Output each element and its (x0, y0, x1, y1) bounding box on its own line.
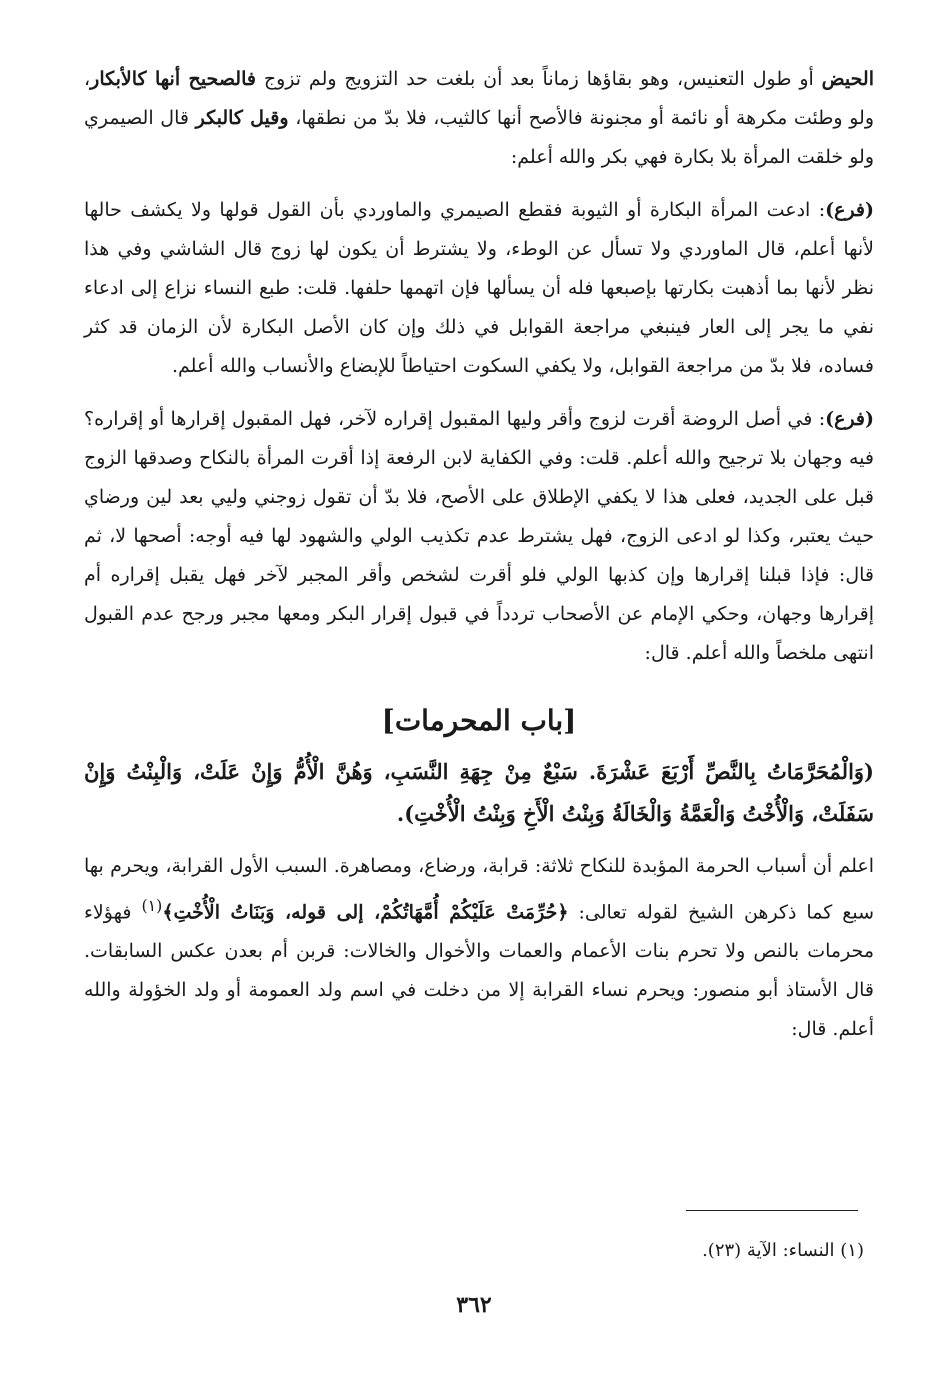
bold-term: وقيل كالبكر (195, 107, 289, 129)
page-body (84, 60, 874, 1049)
paragraph-far-2 (84, 400, 874, 673)
text-run: : في أصل الروضة أقرت لزوج وأقر وليها المقبول إقراره لآخر، فهل المقبول إقرارها أو إقراره؟ فيه وجهان بلا ترجيح والله أعلم. قلت: وفي الكفاية لابن الرفعة إذا أقرت المرأة بالنكاح وصدقها الزوج قبل على الجديد، فعلى هذا لا يكفي الإطلاق على الأصح، فلا بدّ أن تقول زوجني وليي بعد لين ورضاي حيث يعتبر، وكذا لو ادعى الزوج، فهل يشترط عدم تكذيب الولي والشهود لها فيه أوجه: أصحها لا، ثم قال: فإذا قبلنا إقرارها وإن كذبها الولي فلو أقرت لشخص وأقر المجبر لآخر فهل يقبل إقراره أم إقرارها وجهان، وحكي الإمام عن الأصحاب تردداً في قبول إقرار البكر ومعها مجبر ورجح عدم القبول انتهى ملخصاً والله أعلم. قال: (84, 408, 874, 664)
text-run: ، ولو وطئت مكرهة أو نائمة أو مجنونة فالأصح أنها كالثيب، فلا بدّ من نطقها، (84, 68, 875, 129)
text-run: اعلم أن أسباب الحرمة المؤبدة للنكاح ثلاثة: قرابة، ورضاع، ومصاهرة. السبب الأول القرابة، ويحرم بها سبع كما ذكرهن الشيخ لقوله تعالى: (84, 855, 875, 924)
bold-term: فالصحيح أنها كالأبكار (90, 68, 256, 90)
text-run: : ادعت المرأة البكارة أو الثيوبة فقطع الصيمري والماوردي بأن القول قولها ولا يكشف حالها لأنها أعلم، قال الماوردي ولا تسأل عن الوطء، ولا يشترط أن يكون لها زوج قال الشاشي وفي هذا نظر لأنها بما أذهبت بكارتها بإصبعها فله أن يسألها فإن اتهمها حلفها. قلت: طبع النساء نزاع إلى ادعاء نفي ما يجر إلى العار فينبغي مراجعة القوابل في ذلك وإن كان الأصل البكارة لأن الزمان قد كثر فساده، فلا بدّ من مراجعة القوابل، ولا يكفي السكوت احتياطاً للإبضاع والأنساب والله أعلم. (84, 199, 874, 377)
text-run: أو طول التعنيس، وهو بقاؤها زماناً بعد أن بلغت حد التزويج ولم تزوج (255, 68, 822, 90)
far-label: (فرع) (825, 199, 874, 221)
bold-term: الحيض (821, 68, 874, 90)
quran-quote: ﴿حُرِّمَتْ عَلَيْكُمْ أُمَّهَاتُكُمْ (380, 901, 569, 924)
quran-quote: ، وَبَنَاتُ الْأُخْتِ﴾ (162, 901, 292, 924)
paragraph-intro (84, 60, 874, 177)
paragraph-far-1 (84, 191, 874, 386)
footnote-divider (686, 1210, 858, 1211)
paragraph-commentary (84, 847, 874, 1049)
text-run: فهؤلاء محرمات بالنص ولا تحرم بنات الأعمام والعمات والأخوال والخالات: قربن أم بعدن عكس السابقات. قال الأستاذ أبو منصور: ويحرم نساء القرابة إلا من دخلت في اسم ولد العمومة أو ولد الخؤولة والله أعلم. قال: (84, 901, 874, 1041)
footnote-ref[interactable]: (١) (141, 896, 163, 915)
bold-term: ، إلى قوله (291, 901, 381, 924)
section-heading: [باب المحرمات] (381, 704, 577, 737)
footnote: (١) النساء: الآية (٢٣). (702, 1240, 864, 1261)
matn-text: (وَالْمُحَرَّمَاتُ بِالنَّصِّ أَرْبَعَ عَشْرَةَ. سَبْعٌ مِنْ جِهَةِ النَّسَبِ، وَهُنَّ الْأُمُّ وَإِنْ عَلَتْ، وَالْبِنْتُ وَإِنْ سَفَلَتْ، وَالْأُخْتُ وَالْعَمَّةُ وَالْخَالَةُ وَبِنْتُ الْأَخِ وَبِنْتُ الْأُخْتِ). (84, 759, 874, 826)
far-label: (فرع) (825, 408, 874, 430)
text-run: قال الصيمري ولو خلقت المرأة بلا بكارة فهي بكر والله أعلم: (84, 107, 874, 168)
page-number: ٣٦٢ (456, 1292, 492, 1318)
